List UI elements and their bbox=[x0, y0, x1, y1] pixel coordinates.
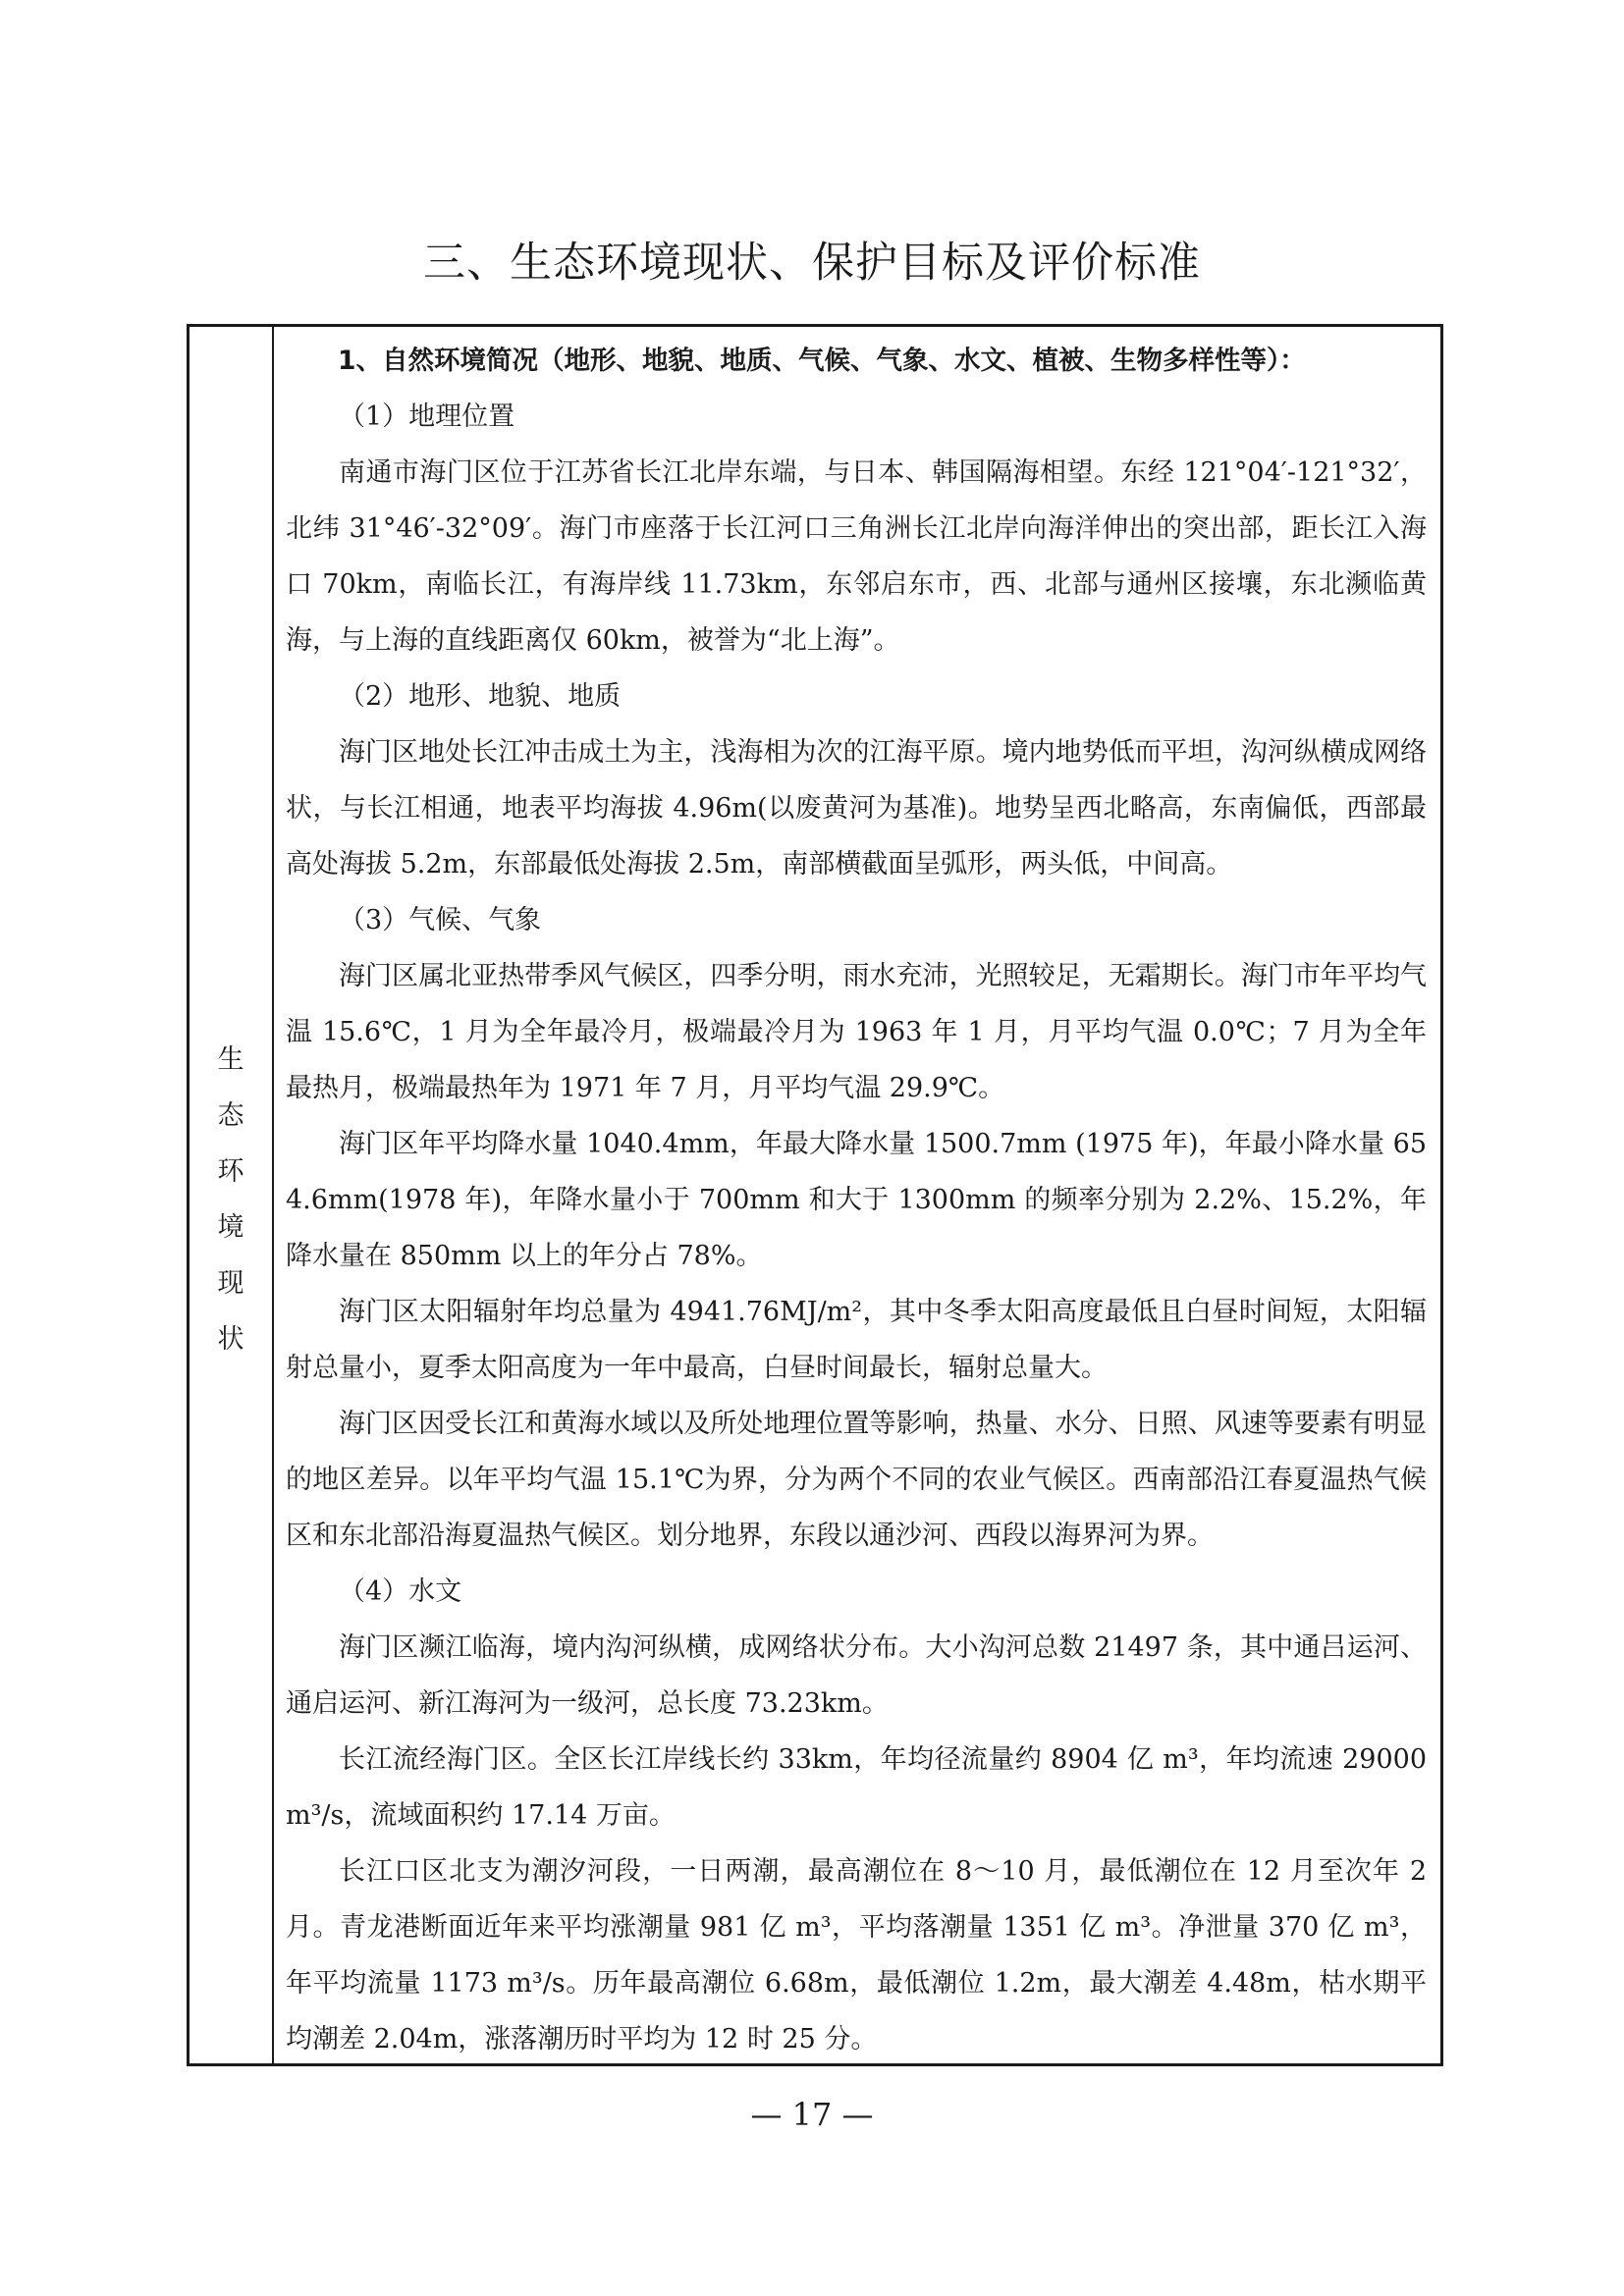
paragraph-climate-radiation: 海门区太阳辐射年均总量为 4941.76MJ/m²，其中冬季太阳高度最低且白昼时间短，太阳辐射总量小，夏季太阳高度为一年中最高，白昼时间最长，辐射总量大。 bbox=[286, 1297, 1427, 1383]
section-heading: 1、自然环境简况（地形、地貌、地质、气候、气象、水文、植被、生物多样性等）： bbox=[338, 346, 1306, 376]
paragraph-hydrology-rivers: 海门区濒江临海，境内沟河纵横，成网络状分布。大小沟河总数 21497 条，其中通吕运河、通启运河、新江海河为一级河，总长度 73.23km。 bbox=[286, 1632, 1427, 1719]
content-table bbox=[187, 324, 1443, 2066]
side-column bbox=[189, 327, 274, 2063]
subheading-terrain: （2）地形、地貌、地质 bbox=[339, 681, 622, 712]
paragraph-climate-temperature: 海门区属北亚热带季风气候区，四季分明，雨水充沛，光照较足，无霜期长。海门市年平均气温 15.6℃，1 月为全年最冷月，极端最冷月为 1963 年 1 月，月平均气温 0.0℃；7 月为全年最热月，极端最热年为 1971 年 7 月，月平均气温 29.9℃。 bbox=[286, 961, 1427, 1103]
page-title: 三、生态环境现状、保护目标及评价标准 bbox=[423, 239, 1201, 288]
paragraph-terrain: 海门区地处长江冲击成土为主，浅海相为次的江海平原。境内地势低而平坦，沟河纵横成网络状，与长江相通，地表平均海拔 4.96m(以废黄河为基准)。地势呈西北略高，东南偏低，西部最高处海拔 5.2m，东部最低处海拔 2.5m，南部横截面呈弧形，两头低，中间高。 bbox=[286, 737, 1427, 880]
page-number: — 17 — bbox=[750, 2096, 874, 2133]
subheading-climate: （3）气候、气象 bbox=[339, 905, 542, 935]
subheading-location: （1）地理位置 bbox=[339, 401, 515, 432]
paragraph-hydrology-yangtze: 长江流经海门区。全区长江岸线长约 33km，年均径流量约 8904 亿 m³，年均流速 29000m³/s，流域面积约 17.14 万亩。 bbox=[286, 1744, 1427, 1831]
side-label: 生态环境现状 bbox=[217, 1044, 244, 1355]
paragraph-climate-zones: 海门区因受长江和黄海水域以及所处地理位置等影响，热量、水分、日照、风速等要素有明显的地区差异。以年平均气温 15.1℃为界，分为两个不同的农业气候区。西南部沿江春夏温热气候区和东北部沿海夏温热气候区。划分地界，东段以通沙河、西段以海界河为界。 bbox=[286, 1409, 1427, 1551]
paragraph-hydrology-tides: 长江口区北支为潮汐河段，一日两潮，最高潮位在 8～10 月，最低潮位在 12 月至次年 2 月。青龙港断面近年来平均涨潮量 981 亿 m³，平均落潮量 1351 亿 m³。净泄量 370 亿 m³，年平均流量 1173 m³/s。历年最高潮位 6.68m，最低潮位 1.2m，最大潮差 4.48m，枯水期平均潮差 2.04m，涨落潮历时平均为 12 时 25 分。 bbox=[286, 1856, 1427, 2055]
subheading-hydrology: （4）水文 bbox=[339, 1576, 462, 1607]
paragraph-location: 南通市海门区位于江苏省长江北岸东端，与日本、韩国隔海相望。东经 121°04′-121°32′，北纬 31°46′-32°09′。海门市座落于长江河口三角洲长江北岸向海洋伸出的突出部，距长江入海口 70km，南临长江，有海岸线 11.73km，东邻启东市，西、北部与通州区接壤，东北濒临黄海，与上海的直线距离仅 60km，被誉为“北上海”。 bbox=[286, 457, 1427, 656]
paragraph-climate-precipitation: 海门区年平均降水量 1040.4mm，年最大降水量 1500.7mm (1975 年)，年最小降水量 654.6mm(1978 年)，年降水量小于 700mm 和大于 1300mm 的频率分别为 2.2%、15.2%，年降水量在 850mm 以上的年分占 78%。 bbox=[286, 1129, 1427, 1271]
content-cell bbox=[286, 333, 1427, 2067]
